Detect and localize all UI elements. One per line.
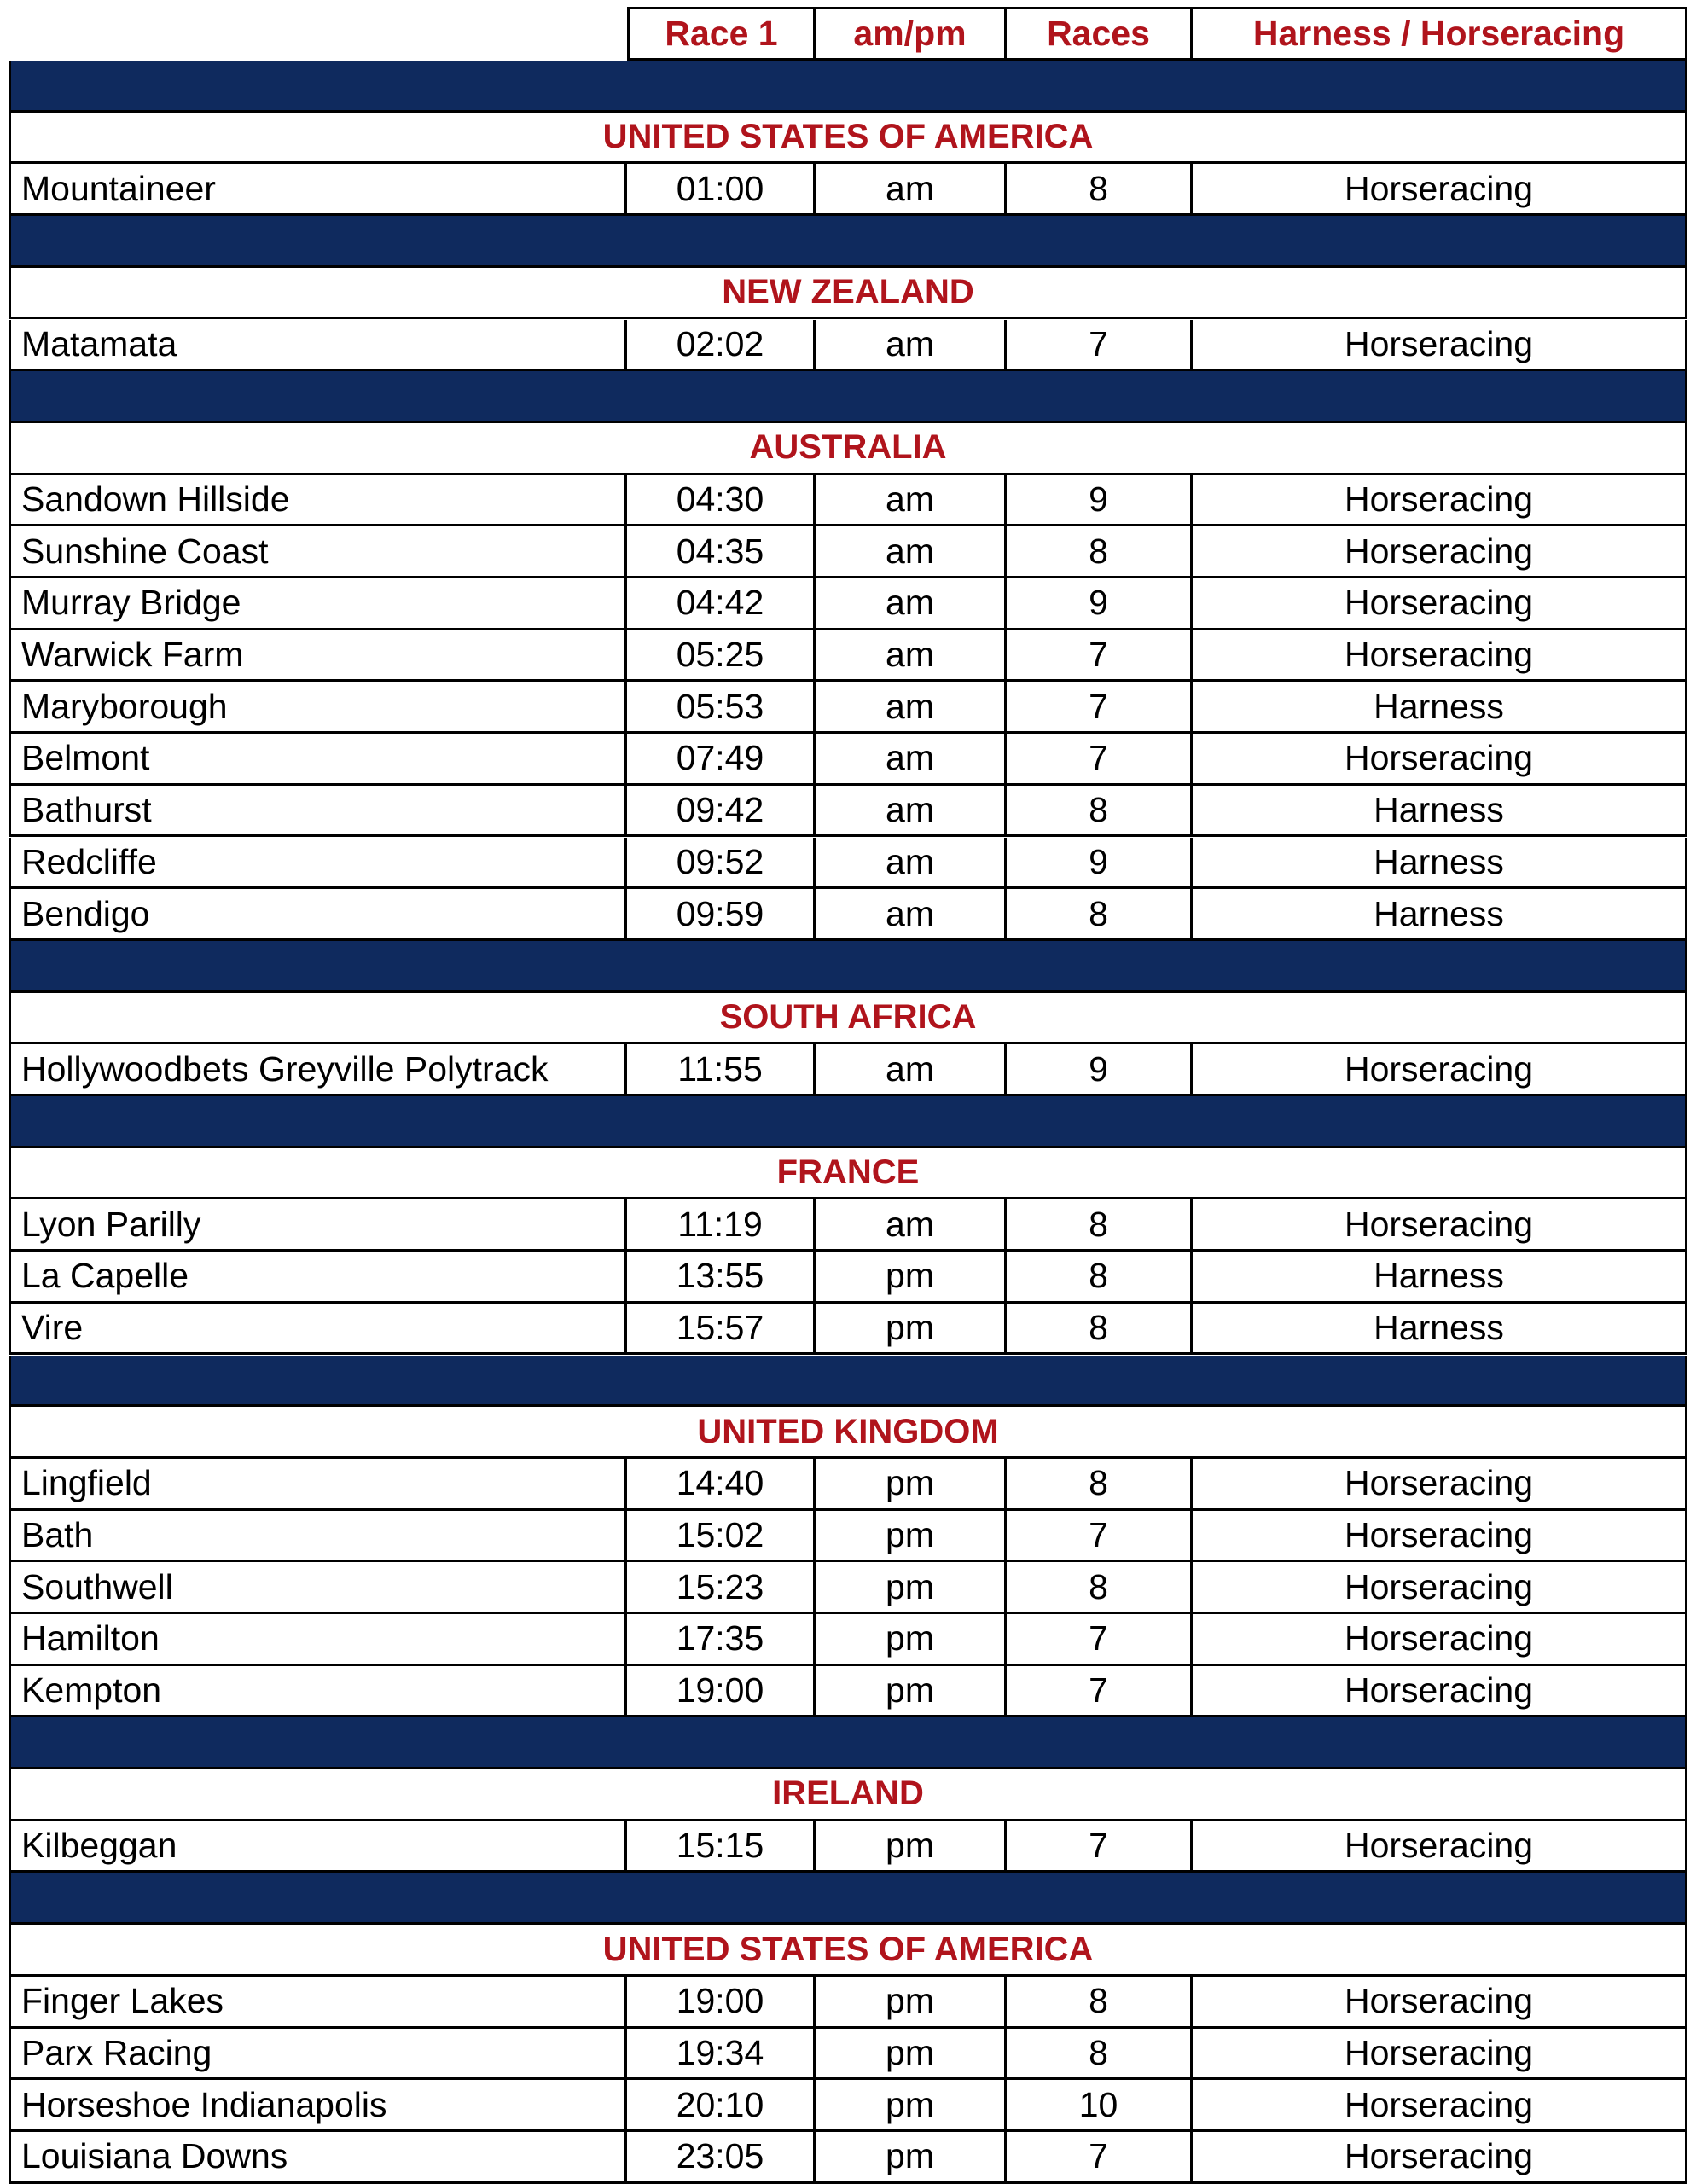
cell-time: 11:19 bbox=[627, 1199, 816, 1252]
cell-ampm: am bbox=[816, 682, 1007, 734]
cell-races: 8 bbox=[1007, 1977, 1193, 2029]
section-divider-band bbox=[9, 1096, 1687, 1148]
cell-ampm: am bbox=[816, 630, 1007, 682]
table-row bbox=[0, 578, 1696, 630]
cell-races: 8 bbox=[1007, 1199, 1193, 1252]
cell-time: 04:35 bbox=[627, 526, 816, 578]
cell-type: Horseracing bbox=[1193, 1821, 1687, 1873]
cell-venue: Matamata bbox=[9, 320, 627, 372]
cell-venue: Bendigo bbox=[9, 889, 627, 941]
cell-type: Horseracing bbox=[1193, 475, 1687, 527]
header-race1: Race 1 bbox=[627, 7, 816, 61]
cell-races: 10 bbox=[1007, 2080, 1193, 2132]
table-row bbox=[0, 734, 1696, 786]
cell-races: 8 bbox=[1007, 889, 1193, 941]
cell-type: Horseracing bbox=[1193, 734, 1687, 786]
table-row bbox=[0, 889, 1696, 941]
cell-ampm: am bbox=[816, 734, 1007, 786]
cell-venue: Sandown Hillside bbox=[9, 475, 627, 527]
cell-ampm: am bbox=[816, 1044, 1007, 1096]
cell-type: Harness bbox=[1193, 889, 1687, 941]
cell-type: Horseracing bbox=[1193, 164, 1687, 216]
table-row bbox=[0, 1304, 1696, 1356]
cell-time: 15:57 bbox=[627, 1304, 816, 1356]
cell-type: Horseracing bbox=[1193, 2029, 1687, 2081]
cell-races: 9 bbox=[1007, 1044, 1193, 1096]
cell-venue: Hollywoodbets Greyville Polytrack bbox=[9, 1044, 627, 1096]
cell-races: 7 bbox=[1007, 1666, 1193, 1718]
section-divider-band bbox=[9, 1356, 1687, 1408]
cell-type: Horseracing bbox=[1193, 1199, 1687, 1252]
table-row bbox=[0, 1977, 1696, 2029]
table-row bbox=[0, 1252, 1696, 1304]
cell-venue: Kempton bbox=[9, 1666, 627, 1718]
cell-type: Horseracing bbox=[1193, 320, 1687, 372]
cell-type: Horseracing bbox=[1193, 1459, 1687, 1511]
cell-time: 09:52 bbox=[627, 838, 816, 890]
cell-races: 9 bbox=[1007, 475, 1193, 527]
cell-time: 20:10 bbox=[627, 2080, 816, 2132]
cell-races: 9 bbox=[1007, 578, 1193, 630]
header-ampm: am/pm bbox=[816, 7, 1007, 61]
cell-venue: Lingfield bbox=[9, 1459, 627, 1511]
cell-ampm: am bbox=[816, 889, 1007, 941]
cell-type: Harness bbox=[1193, 838, 1687, 890]
cell-type: Harness bbox=[1193, 1304, 1687, 1356]
table-row bbox=[0, 786, 1696, 838]
cell-ampm: am bbox=[816, 578, 1007, 630]
cell-races: 7 bbox=[1007, 1511, 1193, 1563]
country-heading: IRELAND bbox=[9, 1769, 1687, 1821]
cell-races: 7 bbox=[1007, 1614, 1193, 1666]
table-row bbox=[0, 682, 1696, 734]
table-row bbox=[0, 630, 1696, 682]
cell-ampm: am bbox=[816, 1199, 1007, 1252]
section-divider-band bbox=[9, 1717, 1687, 1769]
cell-time: 09:59 bbox=[627, 889, 816, 941]
cell-type: Horseracing bbox=[1193, 2132, 1687, 2184]
table-row bbox=[0, 1199, 1696, 1252]
header-row bbox=[0, 7, 1696, 61]
cell-type: Horseracing bbox=[1193, 1666, 1687, 1718]
cell-type: Horseracing bbox=[1193, 1614, 1687, 1666]
cell-races: 9 bbox=[1007, 838, 1193, 890]
cell-venue: Bath bbox=[9, 1511, 627, 1563]
cell-time: 09:42 bbox=[627, 786, 816, 838]
table-row bbox=[0, 1459, 1696, 1511]
cell-races: 7 bbox=[1007, 682, 1193, 734]
table-row bbox=[0, 475, 1696, 527]
cell-ampm: am bbox=[816, 838, 1007, 890]
cell-time: 07:49 bbox=[627, 734, 816, 786]
cell-time: 23:05 bbox=[627, 2132, 816, 2184]
cell-venue: Southwell bbox=[9, 1562, 627, 1614]
cell-venue: Louisiana Downs bbox=[9, 2132, 627, 2184]
table-row bbox=[0, 164, 1696, 216]
cell-venue: Vire bbox=[9, 1304, 627, 1356]
cell-venue: Lyon Parilly bbox=[9, 1199, 627, 1252]
cell-type: Horseracing bbox=[1193, 1511, 1687, 1563]
cell-races: 8 bbox=[1007, 164, 1193, 216]
cell-races: 8 bbox=[1007, 2029, 1193, 2081]
cell-type: Horseracing bbox=[1193, 578, 1687, 630]
cell-ampm: pm bbox=[816, 2029, 1007, 2081]
cell-time: 05:25 bbox=[627, 630, 816, 682]
country-heading: NEW ZEALAND bbox=[9, 268, 1687, 320]
cell-type: Horseracing bbox=[1193, 1977, 1687, 2029]
cell-ampm: pm bbox=[816, 1977, 1007, 2029]
cell-venue: Sunshine Coast bbox=[9, 526, 627, 578]
cell-ampm: pm bbox=[816, 1666, 1007, 1718]
cell-races: 7 bbox=[1007, 2132, 1193, 2184]
cell-ampm: am bbox=[816, 164, 1007, 216]
cell-time: 01:00 bbox=[627, 164, 816, 216]
cell-time: 15:02 bbox=[627, 1511, 816, 1563]
table-row bbox=[0, 2029, 1696, 2081]
country-heading: AUSTRALIA bbox=[9, 423, 1687, 475]
cell-ampm: am bbox=[816, 786, 1007, 838]
table-row bbox=[0, 1562, 1696, 1614]
cell-venue: Horseshoe Indianapolis bbox=[9, 2080, 627, 2132]
country-heading: UNITED KINGDOM bbox=[9, 1407, 1687, 1459]
section-divider-band bbox=[9, 941, 1687, 993]
table-row bbox=[0, 1614, 1696, 1666]
country-heading: SOUTH AFRICA bbox=[9, 993, 1687, 1045]
cell-ampm: pm bbox=[816, 1511, 1007, 1563]
cell-venue: Hamilton bbox=[9, 1614, 627, 1666]
cell-time: 15:23 bbox=[627, 1562, 816, 1614]
section-divider-band bbox=[9, 61, 1687, 113]
cell-time: 14:40 bbox=[627, 1459, 816, 1511]
cell-races: 7 bbox=[1007, 630, 1193, 682]
cell-type: Horseracing bbox=[1193, 1044, 1687, 1096]
cell-races: 8 bbox=[1007, 526, 1193, 578]
cell-venue: Parx Racing bbox=[9, 2029, 627, 2081]
table-row bbox=[0, 1821, 1696, 1873]
cell-venue: La Capelle bbox=[9, 1252, 627, 1304]
cell-ampm: pm bbox=[816, 1459, 1007, 1511]
cell-venue: Belmont bbox=[9, 734, 627, 786]
cell-time: 11:55 bbox=[627, 1044, 816, 1096]
cell-time: 04:42 bbox=[627, 578, 816, 630]
cell-ampm: pm bbox=[816, 1252, 1007, 1304]
cell-venue: Warwick Farm bbox=[9, 630, 627, 682]
cell-time: 13:55 bbox=[627, 1252, 816, 1304]
table-row bbox=[0, 320, 1696, 372]
cell-venue: Mountaineer bbox=[9, 164, 627, 216]
section-divider-band bbox=[9, 371, 1687, 423]
cell-ampm: pm bbox=[816, 1614, 1007, 1666]
cell-races: 7 bbox=[1007, 1821, 1193, 1873]
cell-type: Harness bbox=[1193, 682, 1687, 734]
cell-type: Harness bbox=[1193, 1252, 1687, 1304]
cell-races: 8 bbox=[1007, 1562, 1193, 1614]
cell-time: 02:02 bbox=[627, 320, 816, 372]
country-heading: FRANCE bbox=[9, 1148, 1687, 1200]
cell-races: 8 bbox=[1007, 1252, 1193, 1304]
cell-races: 8 bbox=[1007, 1304, 1193, 1356]
cell-time: 19:00 bbox=[627, 1666, 816, 1718]
cell-venue: Redcliffe bbox=[9, 838, 627, 890]
cell-races: 8 bbox=[1007, 1459, 1193, 1511]
section-divider-band bbox=[9, 1873, 1687, 1926]
cell-races: 7 bbox=[1007, 734, 1193, 786]
cell-type: Horseracing bbox=[1193, 2080, 1687, 2132]
cell-venue: Kilbeggan bbox=[9, 1821, 627, 1873]
cell-type: Horseracing bbox=[1193, 1562, 1687, 1614]
cell-type: Horseracing bbox=[1193, 630, 1687, 682]
table-row bbox=[0, 526, 1696, 578]
table-row bbox=[0, 1511, 1696, 1563]
cell-ampm: pm bbox=[816, 1821, 1007, 1873]
cell-time: 04:30 bbox=[627, 475, 816, 527]
table-row bbox=[0, 1044, 1696, 1096]
country-heading: UNITED STATES OF AMERICA bbox=[9, 1925, 1687, 1977]
cell-venue: Murray Bridge bbox=[9, 578, 627, 630]
cell-venue: Finger Lakes bbox=[9, 1977, 627, 2029]
cell-races: 8 bbox=[1007, 786, 1193, 838]
cell-type: Horseracing bbox=[1193, 526, 1687, 578]
cell-ampm: am bbox=[816, 526, 1007, 578]
section-divider-band bbox=[9, 216, 1687, 268]
cell-ampm: pm bbox=[816, 1562, 1007, 1614]
table-row bbox=[0, 2080, 1696, 2132]
header-races: Races bbox=[1007, 7, 1193, 61]
cell-time: 15:15 bbox=[627, 1821, 816, 1873]
table-row bbox=[0, 838, 1696, 890]
cell-ampm: pm bbox=[816, 1304, 1007, 1356]
cell-time: 19:00 bbox=[627, 1977, 816, 2029]
cell-type: Harness bbox=[1193, 786, 1687, 838]
country-heading: UNITED STATES OF AMERICA bbox=[9, 113, 1687, 165]
header-type: Harness / Horseracing bbox=[1193, 7, 1687, 61]
cell-time: 05:53 bbox=[627, 682, 816, 734]
cell-time: 19:34 bbox=[627, 2029, 816, 2081]
cell-ampm: am bbox=[816, 475, 1007, 527]
cell-venue: Bathurst bbox=[9, 786, 627, 838]
table-row bbox=[0, 1666, 1696, 1718]
cell-ampm: pm bbox=[816, 2132, 1007, 2184]
cell-ampm: am bbox=[816, 320, 1007, 372]
table-row bbox=[0, 2132, 1696, 2184]
cell-ampm: pm bbox=[816, 2080, 1007, 2132]
cell-venue: Maryborough bbox=[9, 682, 627, 734]
cell-races: 7 bbox=[1007, 320, 1193, 372]
cell-time: 17:35 bbox=[627, 1614, 816, 1666]
